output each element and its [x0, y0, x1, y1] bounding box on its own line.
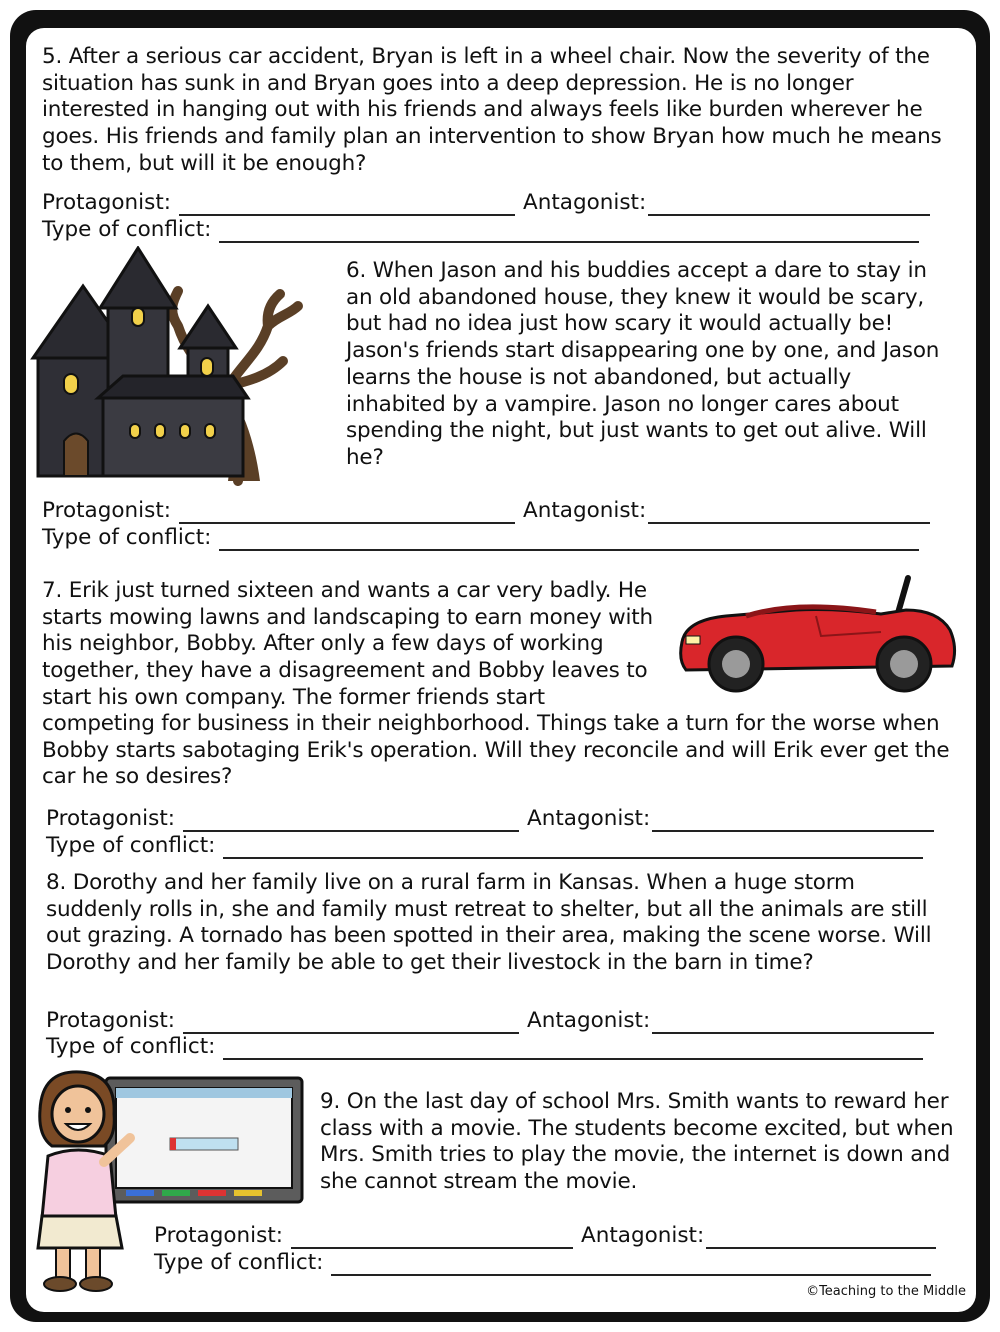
- scenario-8-conflict-line: [46, 1034, 923, 1060]
- scenario-7-text-top: 7. Erik just turned sixteen and wants a car very badly. He starts mowing lawns and landscaping to earn money with his neighbor, Bobby. After only a few days of working together, they have a disagreement and Bobby leaves to start his own company. The former friends start: [42, 578, 653, 710]
- scenario-7-protagonist-line: [46, 806, 934, 832]
- protagonist-label: Protagonist:: [46, 1008, 175, 1033]
- conflict-answer-blank[interactable]: [223, 1042, 923, 1060]
- scenario-8-protagonist-line: [46, 1008, 934, 1034]
- scenario-9-protagonist-line: [154, 1223, 936, 1249]
- scenario-7-conflict-line: [46, 833, 923, 859]
- antagonist-label: Antagonist:: [523, 190, 647, 215]
- conflict-label: Type of conflict:: [46, 833, 216, 858]
- scenario-6-text: 6. When Jason and his buddies accept a dare to stay in an old abandoned house, they knew it would be scary, but had no idea just how scary it would actually be! Jason's friends start disappearing one by one, and Jason learns the house is not abandoned, but actually inhabited by a vampire. Jason no longer cares about spending the night, but just wants to get out alive. Will he?: [346, 258, 940, 470]
- scenario-9-conflict-line: [154, 1250, 931, 1276]
- antagonist-answer-blank[interactable]: [652, 1016, 934, 1034]
- scenario-9-text: 9. On the last day of school Mrs. Smith wants to reward her class with a movie. The students become excited, but when Mrs. Smith tries to play the movie, the internet is down and she cannot stream the movie.: [320, 1089, 954, 1195]
- protagonist-label: Protagonist:: [42, 190, 171, 215]
- scenario-8-text: 8. Dorothy and her family live on a rural farm in Kansas. When a huge storm suddenly rolls in, she and family must retreat to shelter, but all the animals are still out grazing. A tornado has been spotted in their area, making the scene worse. Will Dorothy and her family be able to get their livestock in the barn in time?: [46, 870, 932, 976]
- protagonist-answer-blank[interactable]: [291, 1231, 573, 1249]
- antagonist-answer-blank[interactable]: [648, 198, 930, 216]
- protagonist-answer-blank[interactable]: [179, 506, 515, 524]
- scenario-5-protagonist-line: [42, 190, 930, 216]
- protagonist-label: Protagonist:: [154, 1223, 283, 1248]
- conflict-label: Type of conflict:: [154, 1250, 324, 1275]
- protagonist-answer-blank[interactable]: [179, 198, 515, 216]
- antagonist-answer-blank[interactable]: [648, 506, 930, 524]
- protagonist-label: Protagonist:: [42, 498, 171, 523]
- conflict-label: Type of conflict:: [42, 217, 212, 242]
- antagonist-label: Antagonist:: [523, 498, 647, 523]
- antagonist-answer-blank[interactable]: [652, 814, 934, 832]
- protagonist-answer-blank[interactable]: [183, 1016, 519, 1034]
- copyright-notice: ©Teaching to the Middle: [806, 1284, 966, 1299]
- conflict-label: Type of conflict:: [42, 525, 212, 550]
- scenario-5-text: 5. After a serious car accident, Bryan is left in a wheel chair. Now the severity of the situation has sunk in and Bryan goes into a deep depression. He is no longer interested in hanging out with his friends and always feels like burden wherever he goes. His friends and family plan an intervention to show Bryan how much he means to them, but will it be enough?: [42, 44, 942, 176]
- scenario-6-conflict-line: [42, 525, 919, 551]
- conflict-answer-blank[interactable]: [223, 841, 923, 859]
- antagonist-label: Antagonist:: [527, 1008, 651, 1033]
- scenario-6-protagonist-line: [42, 498, 930, 524]
- haunted-house-illustration: [28, 246, 328, 486]
- protagonist-answer-blank[interactable]: [183, 814, 519, 832]
- conflict-answer-blank[interactable]: [331, 1258, 931, 1276]
- conflict-answer-blank[interactable]: [219, 533, 919, 551]
- conflict-answer-blank[interactable]: [219, 225, 919, 243]
- scenario-5-conflict-line: [42, 217, 919, 243]
- antagonist-label: Antagonist:: [527, 806, 651, 831]
- conflict-label: Type of conflict:: [46, 1034, 216, 1059]
- scenario-7-text-bottom: competing for business in their neighborhood. Things take a turn for the worse when Bobby starts sabotaging Erik's operation. Will they reconcile and will Erik ever get the car he so desires?: [42, 711, 950, 790]
- antagonist-label: Antagonist:: [581, 1223, 705, 1248]
- antagonist-answer-blank[interactable]: [706, 1231, 936, 1249]
- protagonist-label: Protagonist:: [46, 806, 175, 831]
- red-convertible-illustration: [676, 570, 960, 696]
